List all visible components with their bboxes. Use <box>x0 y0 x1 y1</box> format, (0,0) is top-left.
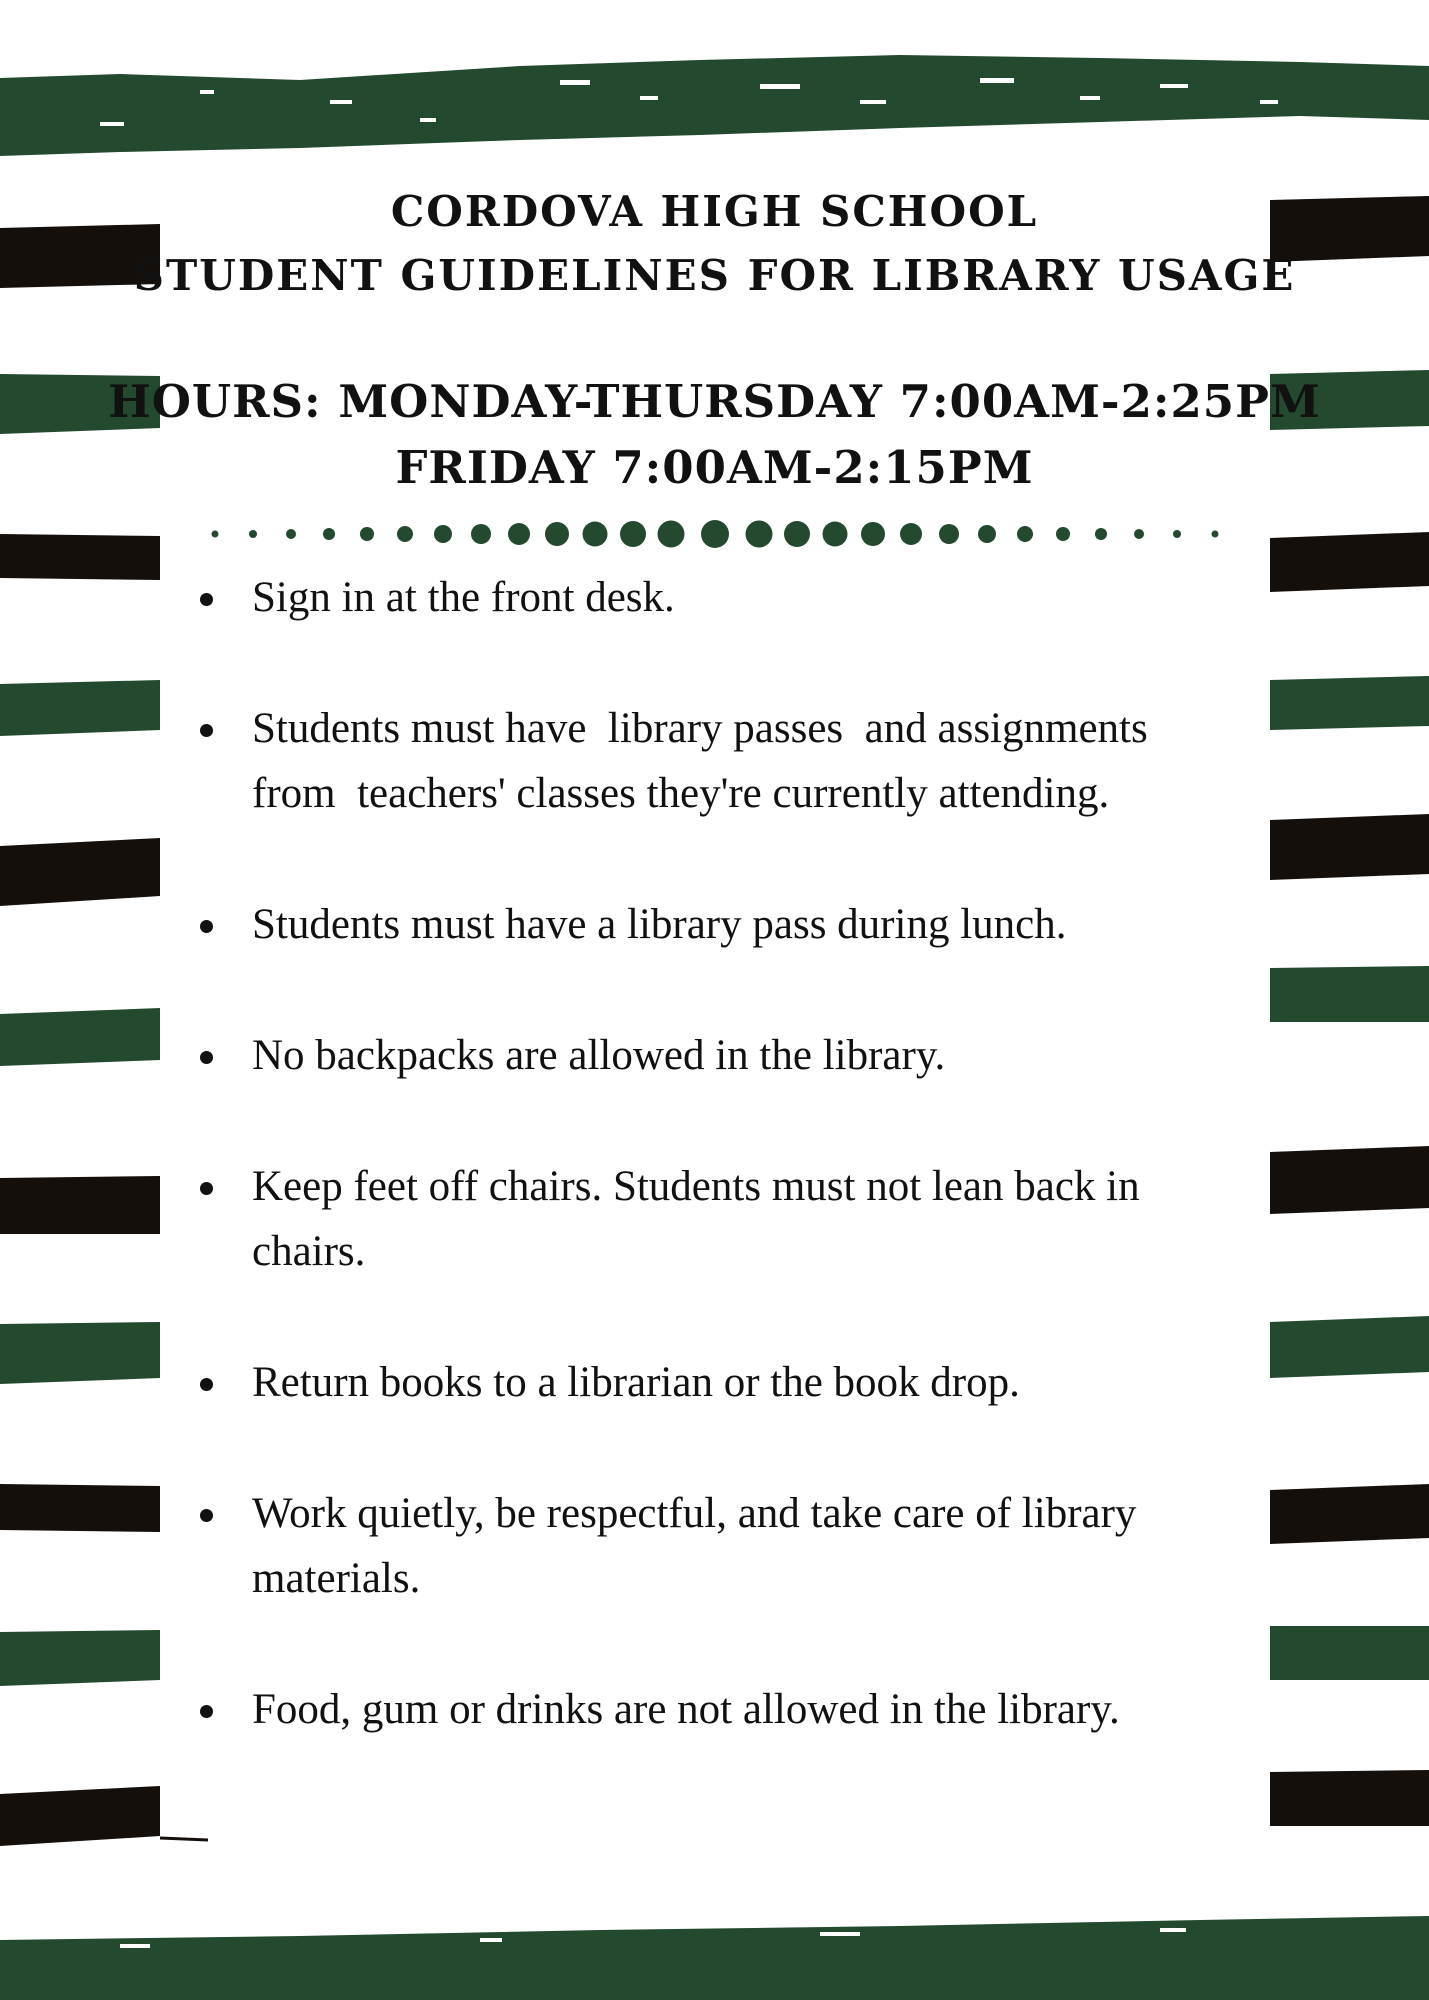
list-item <box>200 696 1240 826</box>
list-item <box>200 1023 1240 1088</box>
guideline-text: Food, gum or drinks are not allowed in the library. <box>252 1686 1120 1733</box>
bottom-brush-stroke <box>0 1916 1429 2000</box>
list-item <box>200 1350 1240 1415</box>
list-item <box>200 1481 1240 1611</box>
guideline-text: Students must have a library pass during lunch. <box>252 901 1067 948</box>
page-title: STUDENT GUIDELINES FOR LIBRARY USAGE <box>133 251 1296 300</box>
guideline-text: No backpacks are allowed in the library. <box>252 1032 946 1079</box>
bullet-icon <box>200 724 213 737</box>
hours-friday: FRIDAY 7:00AM-2:15PM <box>395 441 1034 494</box>
list-item <box>200 565 1240 630</box>
dotted-divider <box>200 520 1230 550</box>
list-item <box>200 1154 1240 1284</box>
guidelines-list <box>200 565 1240 1742</box>
hours-weekday: HOURS: MONDAY-THURSDAY 7:00AM-2:25PM <box>108 375 1321 428</box>
list-item <box>200 1677 1240 1742</box>
bullet-icon <box>200 593 213 606</box>
bullet-icon <box>200 1509 213 1522</box>
school-name: CORDOVA HIGH SCHOOL <box>390 187 1039 236</box>
guideline-text: Keep feet off chairs. Students must not lean back in chairs. <box>252 1163 1140 1275</box>
guideline-text: Return books to a librarian or the book drop. <box>252 1359 1020 1406</box>
bullet-icon <box>200 1378 213 1391</box>
guideline-text: Sign in at the front desk. <box>252 574 675 621</box>
bullet-icon <box>200 1051 213 1064</box>
guideline-text: Work quietly, be respectful, and take care of library materials. <box>252 1490 1137 1602</box>
top-brush-stroke <box>0 55 1429 156</box>
list-item <box>200 892 1240 957</box>
bullet-icon <box>200 1182 213 1195</box>
bullet-icon <box>200 1705 213 1718</box>
guideline-text: Students must have library passes and assignments from teachers' classes they're currently attending. <box>252 705 1159 817</box>
bullet-icon <box>200 920 213 933</box>
